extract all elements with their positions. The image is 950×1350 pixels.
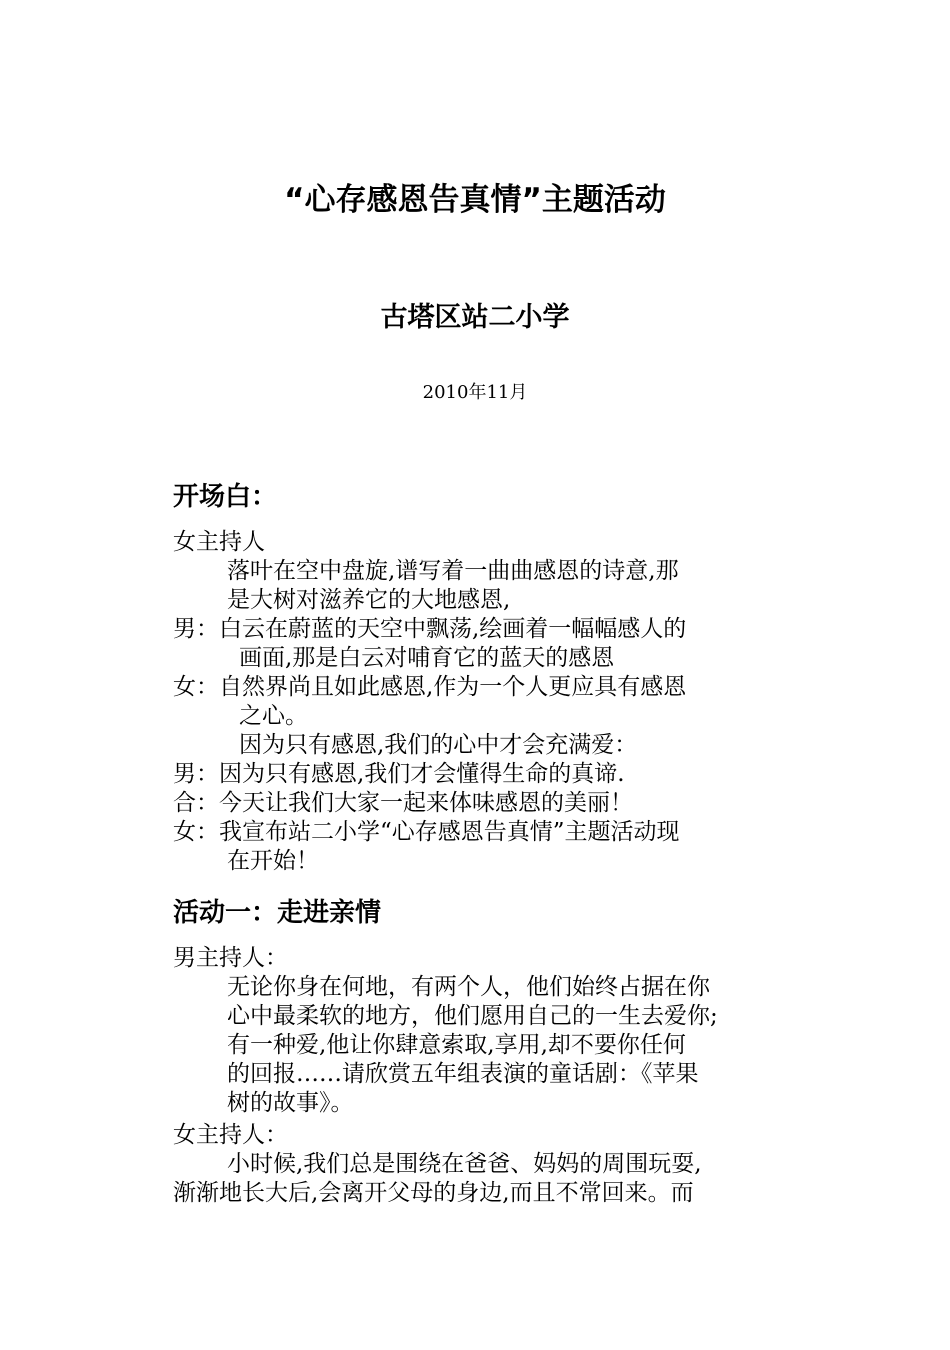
text-line: 心中最柔软的地方，他们愿用自己的一生去爱你; <box>227 1003 718 1029</box>
text-line: 落叶在空中盘旋,谱写着一曲曲感恩的诗意,那 <box>227 558 679 584</box>
text-line: 男：因为只有感恩,我们才会懂得生命的真谛. <box>173 761 625 787</box>
text-line: 的回报……请欣赏五年组表演的童话剧：《苹果 <box>227 1061 699 1087</box>
text-line: 女主持人： <box>173 1122 288 1148</box>
text-line: 渐渐地长大后,会离开父母的身边,而且不常回来。而 <box>173 1180 694 1206</box>
text-line: 画面,那是白云对哺育它的蓝天的感恩 <box>239 645 615 671</box>
school-name: 古塔区站二小学 <box>380 302 570 333</box>
text-line: 男主持人： <box>173 945 288 971</box>
text-line: 女：自然界尚且如此感恩,作为一个人更应具有感恩 <box>173 674 687 700</box>
text-line: 女：我宣布站二小学“心存感恩告真情”主题活动现 <box>173 819 680 845</box>
text-line: 女主持人 <box>173 529 265 555</box>
document-date: 2010年11月 <box>422 382 528 403</box>
text-line: 因为只有感恩,我们的心中才会充满爱： <box>239 732 638 758</box>
text-line: 树的故事》。 <box>227 1090 354 1116</box>
section-heading-opening: 开场白： <box>173 482 278 512</box>
text-line: 之心。 <box>239 703 308 729</box>
document-title: “心存感恩告真情”主题活动 <box>284 182 666 218</box>
text-line: 合：今天让我们大家一起来体味感恩的美丽！ <box>173 790 633 816</box>
text-line: 无论你身在何地，有两个人，他们始终占据在你 <box>227 974 710 1000</box>
text-line: 有一种爱,他让你肆意索取,享用,却不要你任何 <box>227 1032 686 1058</box>
text-line: 男：白云在蔚蓝的天空中飘荡,绘画着一幅幅感人的 <box>173 616 687 642</box>
text-line: 在开始！ <box>227 848 319 874</box>
text-line: 是大树对滋养它的大地感恩, <box>227 587 511 613</box>
section-heading-activity-one: 活动一：走进亲情 <box>173 898 382 928</box>
text-line: 小时候,我们总是围绕在爸爸、妈妈的周围玩耍, <box>227 1151 702 1177</box>
